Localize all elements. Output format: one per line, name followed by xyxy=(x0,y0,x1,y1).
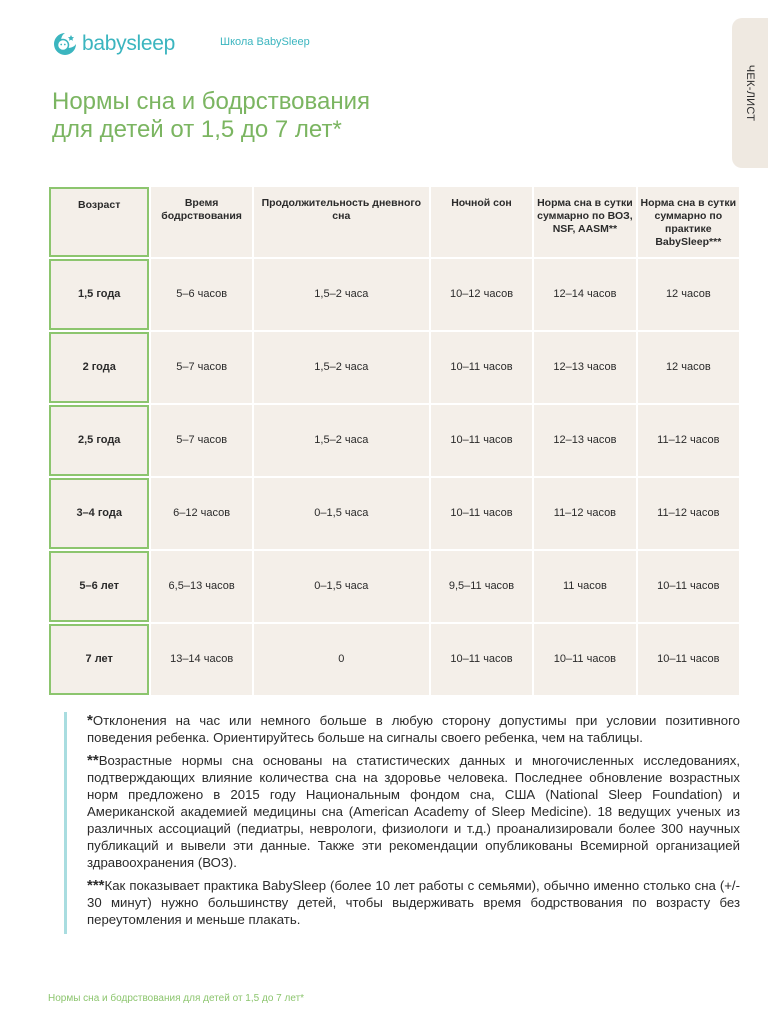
header-age: Возраст xyxy=(49,187,149,257)
logo[interactable] xyxy=(52,31,175,57)
age-cell: 2,5 года xyxy=(49,405,149,476)
night-sleep-cell: 10–11 часов xyxy=(431,624,532,695)
day-sleep-cell: 0–1,5 часа xyxy=(254,478,429,549)
footnote-text: Отклонения на час или немного больше в любую сторону допустимы при условии позитивного поведения ребенка. Ориентируйтесь больше на сигналы своего ребенка, чем на таблицы. xyxy=(87,713,740,745)
who-norm-cell: 11–12 часов xyxy=(534,478,635,549)
footnote-2 xyxy=(87,752,740,871)
who-norm-cell: 10–11 часов xyxy=(534,624,635,695)
babysleep-norm-cell: 10–11 часов xyxy=(638,624,739,695)
who-norm-cell: 12–13 часов xyxy=(534,332,635,403)
table-header-row xyxy=(48,186,740,258)
sleep-norms-table xyxy=(48,186,740,696)
logo-text: babysleep xyxy=(82,32,176,55)
footnote-text: Возрастные нормы сна основаны на статистических данных и многочисленных исследованиях, подтверждающих влияние количества сна на здоровье человека. Последнее обновление возрастных норм предложено в 2015 году Национальным фондом сна, США (National Sleep Foundation) и Американской академией медицины сна (American Academy of Sleep Medicine). 18 ведущих ученых из различных ассоциаций (педиатры, неврологи, физиологи и т.д.) проанализировали более 300 научных публикаций и вывели эти данные. Также эти рекомендации опубликованы Всемирной организацией здравоохранения (ВОЗ). xyxy=(87,753,740,870)
night-sleep-cell: 10–11 часов xyxy=(431,478,532,549)
day-sleep-cell: 0–1,5 часа xyxy=(254,551,429,622)
awake-cell: 13–14 часов xyxy=(151,624,251,695)
day-sleep-cell: 0 xyxy=(254,624,429,695)
footnote-3 xyxy=(87,877,740,928)
header-day-sleep: Продолжительность дневного сна xyxy=(254,187,429,257)
title-line-1: Нормы сна и бодрствования xyxy=(52,88,371,115)
age-cell: 2 года xyxy=(49,332,149,403)
age-cell: 3–4 года xyxy=(49,478,149,549)
awake-cell: 5–6 часов xyxy=(151,259,251,330)
age-cell: 1,5 года xyxy=(49,259,149,330)
page-title xyxy=(52,88,572,144)
title-line-2: для детей от 1,5 до 7 лет* xyxy=(52,116,342,143)
table-row xyxy=(48,623,740,696)
footnote-mark: * xyxy=(87,712,93,729)
header xyxy=(52,28,175,60)
table-row xyxy=(48,477,740,550)
header-babysleep-norm: Норма сна в сутки суммарно по практике BabySleep*** xyxy=(638,187,739,257)
footnote-text: Как показывает практика BabySleep (более 10 лет работы с семьями), обычно именно столько сна (+/- 30 минут) нужно большинству детей, чтобы выдерживать время бодрствования по возрасту без переутомления и меньше плакать. xyxy=(87,878,740,927)
babysleep-norm-cell: 11–12 часов xyxy=(638,478,739,549)
who-norm-cell: 12–14 часов xyxy=(534,259,635,330)
day-sleep-cell: 1,5–2 часа xyxy=(254,259,429,330)
page-footer: Нормы сна и бодрствования для детей от 1,5 до 7 лет* xyxy=(48,993,305,1004)
awake-cell: 6,5–13 часов xyxy=(151,551,251,622)
babysleep-norm-cell: 12 часов xyxy=(638,259,739,330)
table-row xyxy=(48,331,740,404)
school-link[interactable]: Школа BabySleep xyxy=(220,36,310,48)
side-tab-label: ЧЕК-ЛИСТ xyxy=(744,64,756,122)
night-sleep-cell: 10–12 часов xyxy=(431,259,532,330)
awake-cell: 5–7 часов xyxy=(151,332,251,403)
header-who-norm: Норма сна в сутки суммарно по ВОЗ, NSF, AASM** xyxy=(534,187,635,257)
table-row xyxy=(48,258,740,331)
header-awake-time: Время бодрствования xyxy=(151,187,251,257)
who-norm-cell: 11 часов xyxy=(534,551,635,622)
babysleep-norm-cell: 11–12 часов xyxy=(638,405,739,476)
age-cell: 7 лет xyxy=(49,624,149,695)
footnote-1 xyxy=(87,712,740,746)
awake-cell: 6–12 часов xyxy=(151,478,251,549)
day-sleep-cell: 1,5–2 часа xyxy=(254,332,429,403)
footnote-mark: ** xyxy=(87,752,99,769)
checklist-side-tab xyxy=(732,18,768,168)
awake-cell: 5–7 часов xyxy=(151,405,251,476)
who-norm-cell: 12–13 часов xyxy=(534,405,635,476)
age-cell: 5–6 лет xyxy=(49,551,149,622)
night-sleep-cell: 10–11 часов xyxy=(431,405,532,476)
babysleep-norm-cell: 12 часов xyxy=(638,332,739,403)
night-sleep-cell: 10–11 часов xyxy=(431,332,532,403)
table-row xyxy=(48,550,740,623)
night-sleep-cell: 9,5–11 часов xyxy=(431,551,532,622)
baby-logo-icon xyxy=(52,31,78,57)
footnote-mark: *** xyxy=(87,877,105,894)
day-sleep-cell: 1,5–2 часа xyxy=(254,405,429,476)
babysleep-norm-cell: 10–11 часов xyxy=(638,551,739,622)
footnotes xyxy=(64,712,740,934)
table-row xyxy=(48,404,740,477)
header-night-sleep: Ночной сон xyxy=(431,187,532,257)
